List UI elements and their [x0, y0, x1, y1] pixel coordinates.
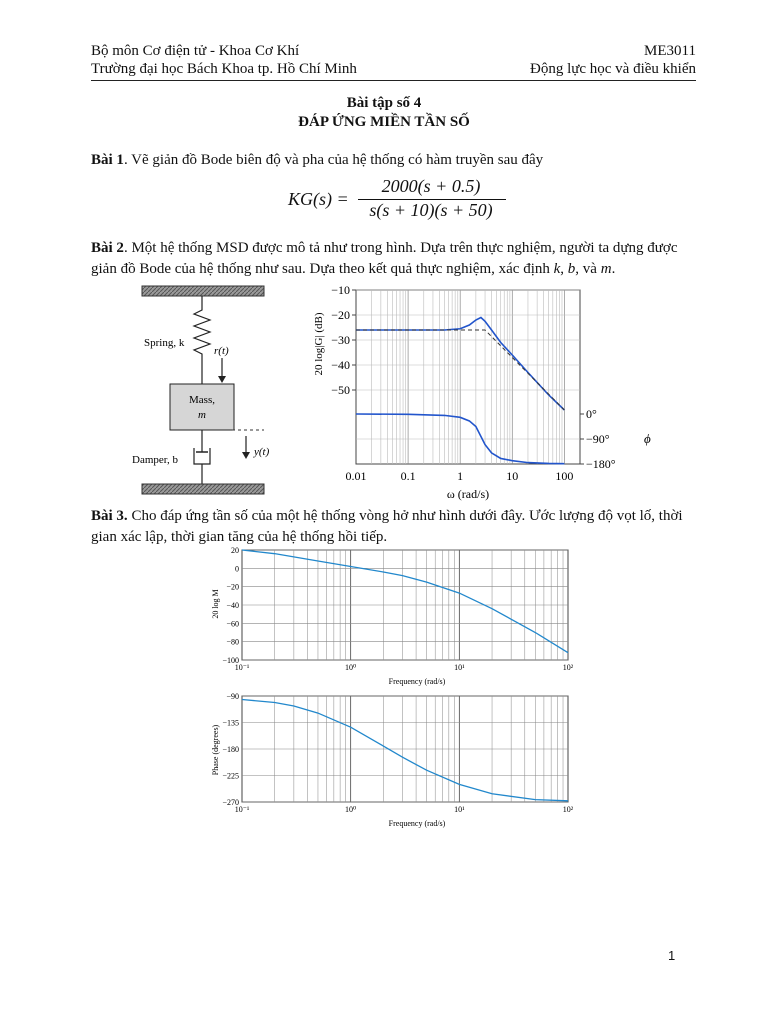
- c1-phase-tick-label: −180°: [586, 457, 616, 471]
- problem-1-text: . Vẽ giản đồ Bode biên độ và pha của hệ thống có hàm truyền sau đây: [123, 152, 544, 168]
- problem-3: [91, 506, 696, 548]
- y-arrowhead: [242, 452, 250, 459]
- c1-frame: [356, 290, 580, 464]
- c1-ytick-label: −20: [331, 308, 350, 322]
- var-m: m: [600, 261, 612, 277]
- header-department: Bộ môn Cơ điện tử - Khoa Cơ Khí: [91, 43, 300, 59]
- page-number: 1: [668, 948, 676, 963]
- transfer-function-formula: [288, 174, 518, 224]
- c1-ytick-label: −30: [331, 333, 350, 347]
- bode-phase-chart: [200, 690, 590, 830]
- sep-1: ,: [560, 261, 568, 277]
- spring-label: Spring, k: [144, 337, 185, 349]
- var-b: b: [567, 261, 576, 277]
- msd-diagram: [132, 284, 270, 500]
- assignment-number: Bài tập số 4: [346, 95, 422, 111]
- c2-yaxis-label: 20 log M: [211, 589, 220, 619]
- mass-label: Mass,: [189, 394, 215, 406]
- bode-chart-msd: [296, 284, 656, 504]
- header-divider: [91, 80, 696, 81]
- c3-yaxis-label: Phase (degrees): [211, 724, 220, 776]
- assignment-title: ĐÁP ỨNG MIỀN TẦN SỐ: [298, 114, 470, 130]
- formula-denominator: s(s + 10)(s + 50): [369, 200, 493, 220]
- c3-ytick-label: −270: [222, 798, 239, 807]
- damper-label: Damper, b: [132, 454, 178, 466]
- c3-ytick-label: −225: [222, 771, 239, 781]
- c2-grid: [242, 550, 568, 660]
- c1-ytick-label: −50: [331, 383, 350, 397]
- c1-yaxis-label: 20 log|G| (dB): [313, 312, 325, 376]
- c2-ytick-label: −40: [226, 601, 239, 610]
- c1-ytick-label: −40: [331, 358, 350, 372]
- force-label: r(t): [214, 345, 229, 357]
- problem-1-label: Bài 1: [91, 152, 124, 168]
- mass-var: m: [198, 409, 206, 421]
- bode-magnitude-chart: [200, 544, 590, 690]
- problem-1: [91, 150, 696, 171]
- sep-end: .: [611, 261, 616, 277]
- var-k: k: [553, 261, 561, 277]
- c1-phase-tick-label: −90°: [586, 432, 610, 446]
- header-course-name: Động lực học và điều khiển: [529, 61, 696, 77]
- c1-phase-tick-label: 0°: [586, 407, 597, 421]
- problem-2-text: . Một hệ thống MSD được mô tả như trong hình. Dựa trên thực nghiệm, người ta dựng được giản đồ Bode của hệ thống như sau. Dựa theo kết quả thực nghiệm, xác định: [91, 240, 678, 277]
- c2-ytick-label: −100: [222, 656, 239, 665]
- c2-xtick-label: 10¹: [454, 663, 465, 672]
- problem-3-label: Bài 3.: [91, 508, 128, 524]
- page-header-line-1: [91, 42, 696, 61]
- c3-grid: [242, 696, 568, 802]
- c2-xtick-label: 10⁰: [345, 663, 357, 672]
- c1-phase-axis-label: ϕ: [644, 431, 651, 446]
- c2-xtick-label: 10⁻¹: [234, 663, 250, 672]
- c3-ytick-label: −90: [226, 692, 239, 701]
- c2-xtick-label: 10²: [562, 663, 574, 672]
- c3-xtick-label: 10¹: [454, 805, 465, 814]
- c2-ytick-label: 20: [231, 546, 239, 555]
- bottom-wall: [142, 484, 264, 494]
- c1-xtick-label: 0.01: [345, 469, 367, 483]
- header-course-code: ME3011: [644, 43, 696, 59]
- c1-grid: [356, 290, 580, 464]
- c3-xtick-label: 10⁰: [345, 805, 357, 814]
- mass-block: [170, 384, 234, 430]
- problem-2: [91, 238, 696, 280]
- c1-xtick-label: 0.1: [400, 469, 416, 483]
- problem-3-text: Cho đáp ứng tần số của một hệ thống vòng hở như hình dưới đây. Ước lượng độ vọt lố, thời gian xác lập, thời gian tăng của hệ thống hồi tiếp.: [91, 508, 683, 545]
- c1-xtick-label: 10: [506, 469, 519, 483]
- c3-xtick-label: 10²: [562, 805, 574, 814]
- sep-2: , và: [575, 261, 601, 277]
- c3-xaxis-label: Frequency (rad/s): [388, 819, 446, 828]
- header-university: Trường đại học Bách Khoa tp. Hồ Chí Minh: [91, 61, 357, 77]
- c2-ytick-label: −20: [226, 582, 239, 592]
- c2-ytick-label: 0: [235, 564, 239, 574]
- c2-ytick-label: −60: [226, 619, 239, 629]
- c3-ytick-label: −180: [222, 745, 239, 754]
- c1-xtick-label: 100: [555, 469, 574, 483]
- c1-xaxis-label: ω (rad/s): [446, 487, 490, 501]
- c3-xtick-label: 10⁻¹: [234, 805, 250, 814]
- page-header-line-2: [91, 60, 696, 79]
- force-arrowhead: [218, 376, 226, 383]
- formula-lhs: KG(s) =: [288, 189, 349, 209]
- c3-ytick-label: −135: [222, 718, 239, 728]
- c1-xtick-label: 1: [457, 469, 464, 483]
- formula-numerator: 2000(s + 0.5): [381, 176, 481, 196]
- y-label: y(t): [254, 446, 270, 458]
- top-wall: [142, 286, 264, 296]
- spring-icon: [194, 296, 210, 384]
- c1-ytick-label: −10: [331, 283, 350, 297]
- problem-2-label: Bài 2: [91, 240, 124, 256]
- c2-ytick-label: −80: [226, 637, 239, 647]
- c2-xaxis-label: Frequency (rad/s): [388, 677, 446, 686]
